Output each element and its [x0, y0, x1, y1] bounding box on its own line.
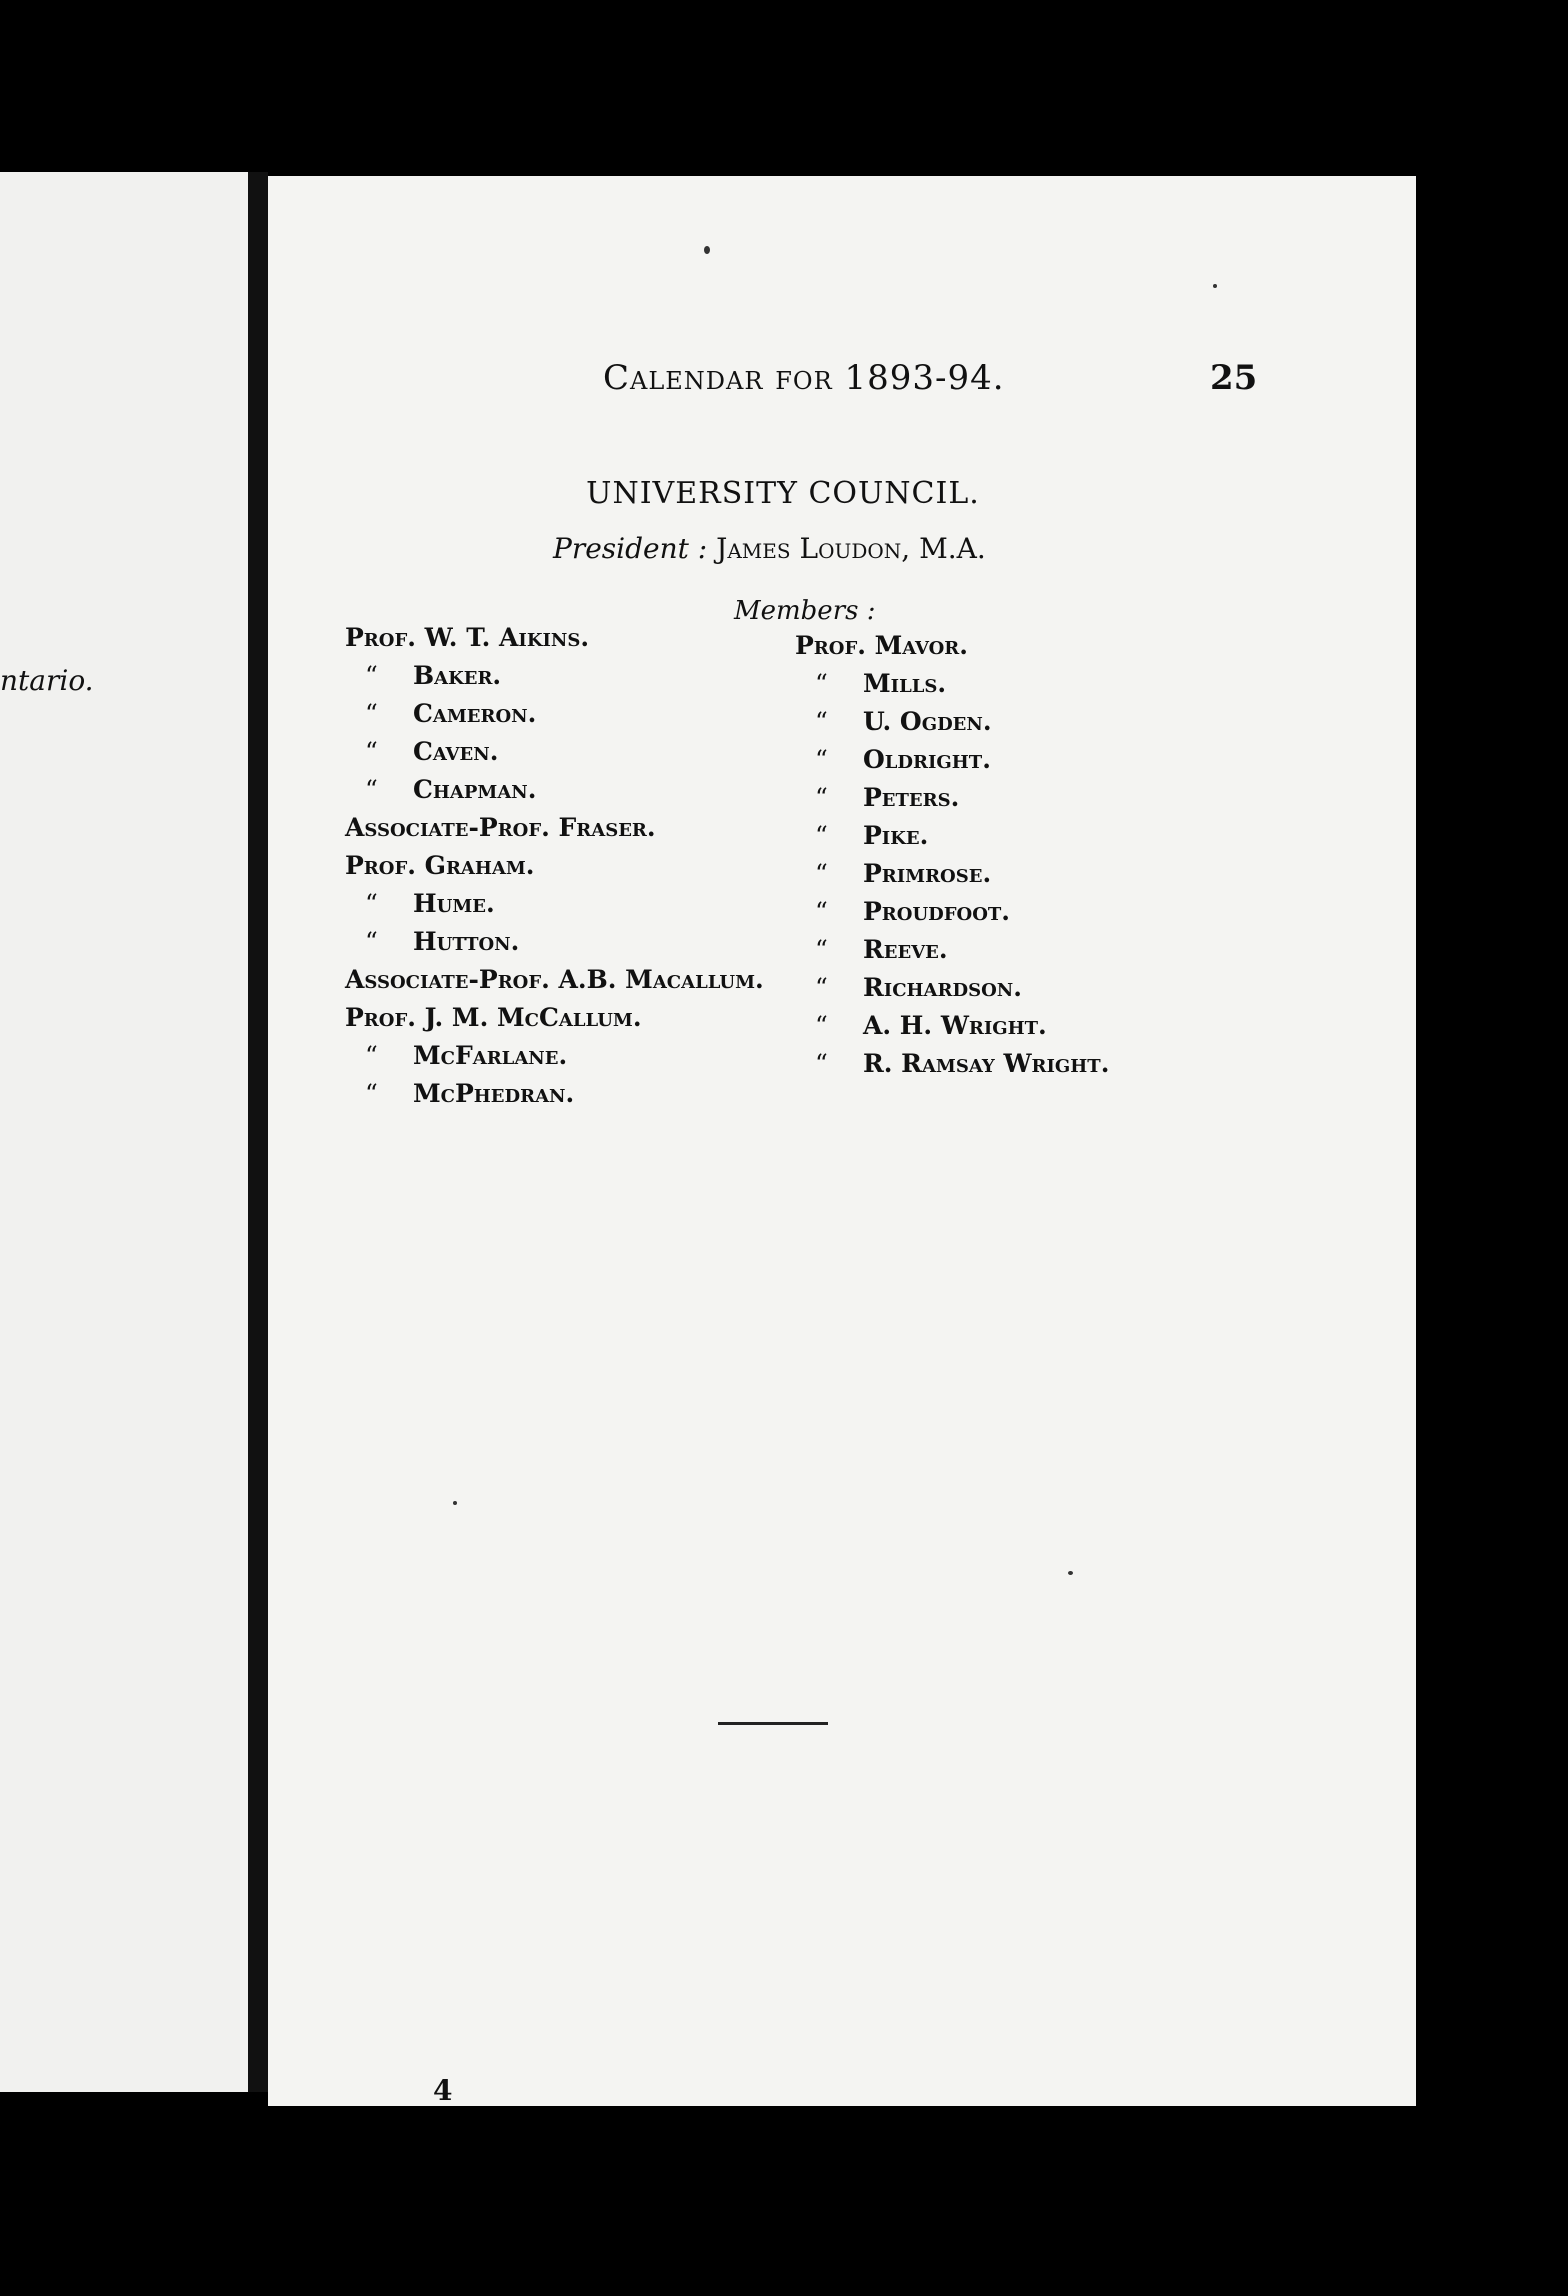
member-entry — [795, 741, 1109, 779]
members-label: Members : — [734, 596, 876, 626]
member-name: W. T. Aikins. — [424, 623, 590, 652]
ditto-mark: “ — [365, 661, 378, 690]
member-entry — [795, 855, 1109, 893]
print-speck — [704, 246, 710, 254]
member-entry — [345, 885, 764, 923]
ditto-mark: “ — [365, 737, 378, 766]
member-title: Prof. — [345, 851, 425, 880]
left-page — [0, 172, 248, 2092]
member-name: Mills. — [863, 669, 947, 698]
member-entry — [795, 627, 1109, 665]
member-entry — [795, 931, 1109, 969]
member-entry — [795, 817, 1109, 855]
ditto-mark: “ — [815, 1011, 828, 1040]
member-name: Pike. — [863, 821, 929, 850]
right-page — [268, 176, 1416, 2106]
member-entry — [345, 961, 764, 999]
member-entry — [795, 1007, 1109, 1045]
member-entry — [795, 969, 1109, 1007]
member-name: Fraser. — [558, 813, 656, 842]
member-name: Primrose. — [863, 859, 992, 888]
member-name: Cameron. — [413, 699, 537, 728]
member-name: Reeve. — [863, 935, 948, 964]
member-name: McFarlane. — [413, 1041, 568, 1070]
ditto-mark: “ — [815, 859, 828, 888]
member-entry — [345, 771, 764, 809]
ditto-mark: “ — [815, 745, 828, 774]
member-name: R. Ramsay Wright. — [863, 1049, 1110, 1078]
member-name: Mavor. — [874, 631, 968, 660]
ditto-mark: “ — [815, 707, 828, 736]
member-entry — [345, 1075, 764, 1113]
member-entry — [345, 847, 764, 885]
member-name: Peters. — [863, 783, 960, 812]
member-entry — [795, 893, 1109, 931]
member-name: Baker. — [413, 661, 502, 690]
ditto-mark: “ — [365, 775, 378, 804]
president-line — [553, 532, 986, 565]
running-title: Calendar for 1893-94. — [603, 358, 1005, 398]
member-entry — [345, 1037, 764, 1075]
member-title: Prof. — [345, 1003, 425, 1032]
member-name: Oldright. — [863, 745, 991, 774]
member-name: Hume. — [413, 889, 495, 918]
member-name: McPhedran. — [413, 1079, 575, 1108]
member-name: Hutton. — [413, 927, 520, 956]
member-name: Richardson. — [863, 973, 1022, 1002]
ditto-mark: “ — [365, 1041, 378, 1070]
member-entry — [345, 999, 764, 1037]
member-name: Graham. — [424, 851, 535, 880]
member-name: U. Ogden. — [863, 707, 992, 736]
member-entry — [345, 619, 764, 657]
member-name: J. M. McCallum. — [424, 1003, 642, 1032]
member-entry — [345, 695, 764, 733]
left-page-text-fragment: ntario. — [0, 664, 94, 697]
member-entry — [345, 733, 764, 771]
member-title: Associate-Prof. — [345, 813, 559, 842]
member-entry — [345, 809, 764, 847]
member-name: Caven. — [413, 737, 499, 766]
ditto-mark: “ — [365, 699, 378, 728]
ditto-mark: “ — [365, 1079, 378, 1108]
member-entry — [795, 703, 1109, 741]
member-title: Prof. — [795, 631, 875, 660]
member-entry — [795, 665, 1109, 703]
section-title: UNIVERSITY COUNCIL. — [586, 476, 980, 511]
print-speck — [453, 1501, 457, 1505]
ditto-mark: “ — [815, 669, 828, 698]
print-speck — [1068, 1571, 1073, 1575]
member-entry — [345, 923, 764, 961]
ditto-mark: “ — [815, 821, 828, 850]
member-title: Prof. — [345, 623, 425, 652]
president-label: President : — [553, 532, 708, 565]
members-list-left — [345, 619, 764, 1113]
ditto-mark: “ — [815, 783, 828, 812]
member-entry — [795, 779, 1109, 817]
member-title: Associate-Prof. — [345, 965, 559, 994]
print-speck — [1213, 284, 1217, 288]
member-name: Proudfoot. — [863, 897, 1010, 926]
member-name: A. H. Wright. — [863, 1011, 1047, 1040]
member-entry — [795, 1045, 1109, 1083]
ditto-mark: “ — [815, 973, 828, 1002]
section-rule — [718, 1722, 828, 1725]
ditto-mark: “ — [815, 1049, 828, 1078]
ditto-mark: “ — [815, 897, 828, 926]
ditto-mark: “ — [365, 927, 378, 956]
member-name: Chapman. — [413, 775, 537, 804]
ditto-mark: “ — [815, 935, 828, 964]
ditto-mark: “ — [365, 889, 378, 918]
page-number: 25 — [1210, 358, 1258, 398]
signature-mark: 4 — [433, 2074, 453, 2107]
members-list-right — [795, 627, 1109, 1083]
book-gutter — [248, 172, 268, 2092]
member-entry — [345, 657, 764, 695]
member-name: A.B. Macallum. — [558, 965, 764, 994]
president-name: James Loudon, M.A. — [716, 532, 986, 565]
